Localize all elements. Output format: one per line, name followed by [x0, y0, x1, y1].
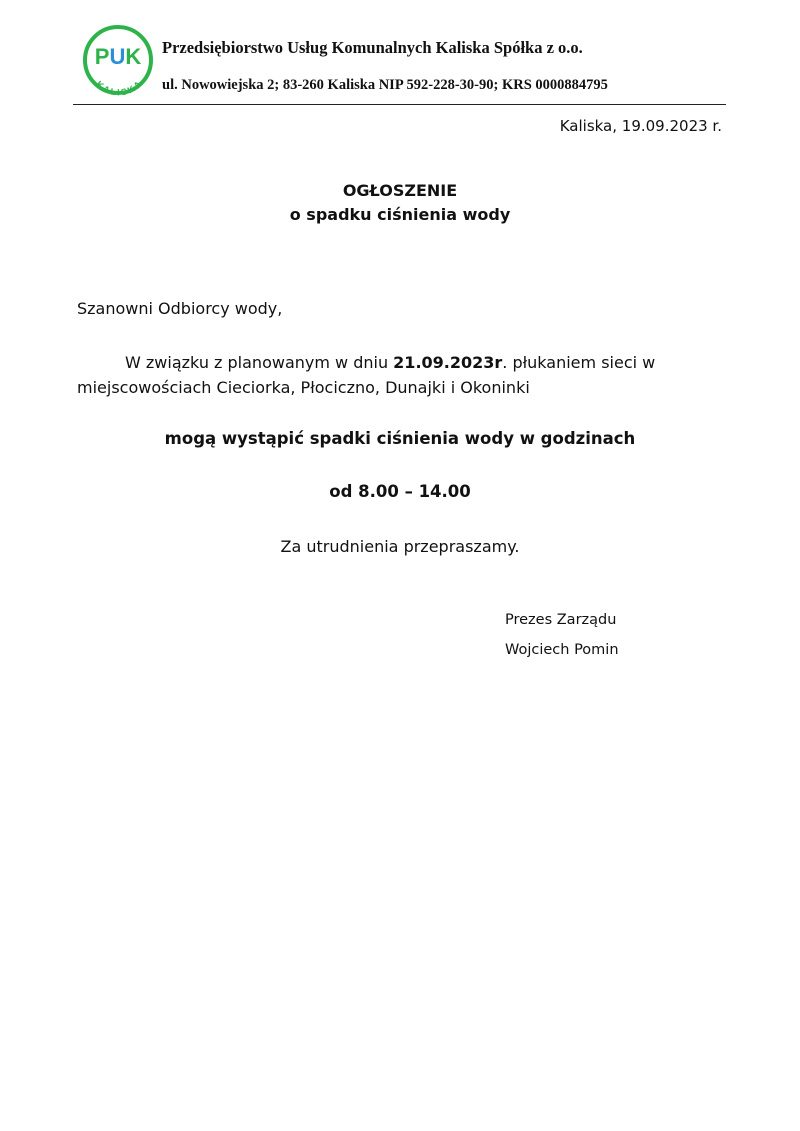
p1-post: . płukaniem sieci w miejscowościach Cieciorka, Płociczno, Dunajki i Okoninki — [77, 353, 656, 397]
p1-pre: W związku z planowanym w dniu — [125, 353, 394, 372]
p1-date: 21.09.2023r — [393, 353, 503, 372]
body-paragraph — [77, 350, 737, 400]
company-address: ul. Nowowiejska 2; 83-260 Kaliska NIP 592-228-30-90; KRS 0000884795 — [162, 77, 608, 93]
signature-name: Wojciech Pomin — [505, 642, 619, 658]
logo-text-arc: KALISKA — [94, 77, 145, 98]
header-divider — [73, 104, 726, 105]
date-line: Kaliska, 19.09.2023 r. — [559, 117, 722, 135]
closing-apology: Za utrudnienia przepraszamy. — [280, 537, 520, 556]
logo-text-puk: PUK — [94, 44, 142, 69]
signature-role: Prezes Zarządu — [505, 612, 617, 628]
greeting: Szanowni Odbiorcy wody, — [77, 299, 283, 318]
document-subtitle: o spadku ciśnienia wody — [289, 205, 511, 224]
puk-kaliska-logo — [78, 22, 158, 102]
notice-hours: od 8.00 – 14.00 — [329, 482, 471, 501]
notice-bold-line: mogą wystąpić spadki ciśnienia wody w godzinach — [164, 429, 636, 448]
company-name: Przedsiębiorstwo Usług Komunalnych Kaliska Spółka z o.o. — [162, 38, 583, 57]
document-title: OGŁOSZENIE — [342, 181, 458, 200]
